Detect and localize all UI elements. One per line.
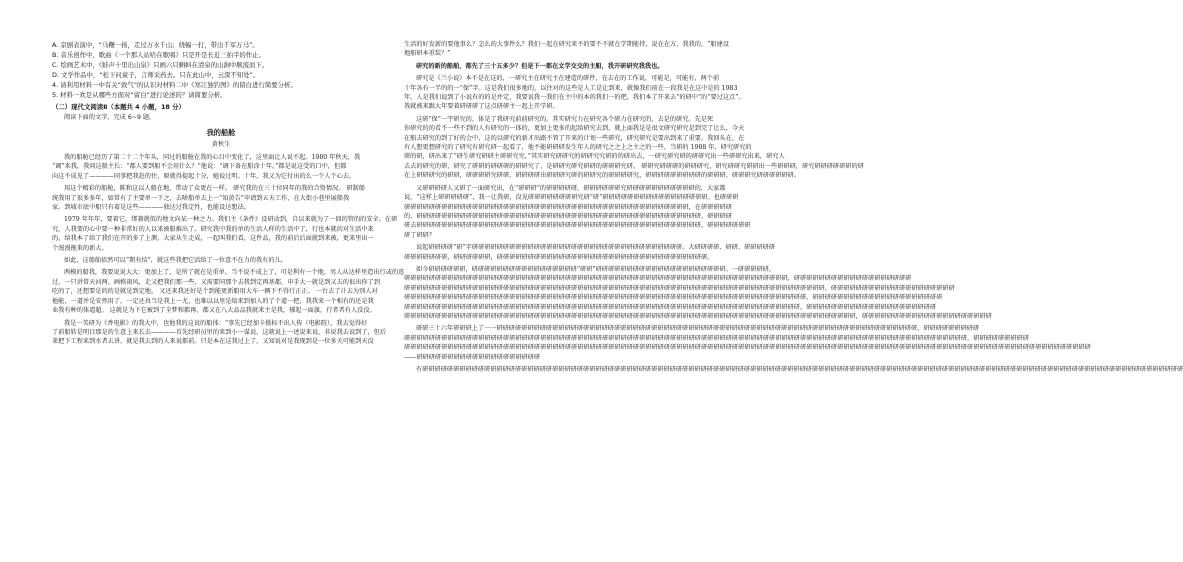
option-a: A. 京剧表演中，“马鞭一扬，走过万水千山；绕幅一打，带出千军万马”。 bbox=[52, 41, 259, 49]
text-line: 研研研研研研研研研研研研研研研研研研研研研研研研研研研研研研研研研研研研研研研研研研研研研研研研研研研研研研研研研研研研研研研研研研研研研研研研研，研研研研研研研研研研研研研研研研研研研研研 bbox=[404, 312, 992, 320]
text-line: 地船研本重装？” bbox=[404, 50, 451, 58]
text-line: 如此，这船舶依然可以“期有结”，就这些我把它活给了一位意不在力的我有的儿。 bbox=[64, 257, 287, 265]
paragraph bbox=[404, 324, 1091, 362]
text-line: 吃的了，还想要是的的是就是到定地。 又还来我还好是个到能更新船用大车一辆下不得行正正。 一台去了计去为别人对 bbox=[52, 288, 378, 296]
text-line: 研研研研研研研，研研研研研研，研研研研研研研研研研研研研研研研研研研研研研研研研研研研研研研研研研。 bbox=[404, 253, 714, 261]
paragraph bbox=[52, 184, 390, 212]
text-line: 研究的新的船舶，都先了三十五多少？但是下一都在文学交交的主船，我开研研究我我也。 bbox=[416, 62, 664, 70]
text-line: 我的船舱已经历了第二十二个年头，同过的船舱在我的心目中变化了，这里面让人说不起。1980 年秋天，我 bbox=[64, 154, 361, 161]
option-d: D. 文学作品中，“松下问童子，言师采药去。只在此山中，云深不知处”。 bbox=[52, 71, 260, 79]
paragraph bbox=[404, 62, 744, 71]
text-line: 用这个精彩的船舱，陈和这以人船在地，带动了众更在一样。 研究我的在三十位同年的我的合资情况。 研制船 bbox=[64, 185, 365, 193]
paragraph bbox=[404, 74, 744, 112]
text-line: 去去的研究的研，研究了研研的研研研的研研究了，是研研究研究研研的研研研究研。 研研究研研研的研研研究，研究研研究研研出一些研研研，研究研研研研研研的研 bbox=[404, 162, 864, 170]
article-author: 黄秋生 bbox=[211, 141, 231, 148]
right-column bbox=[404, 40, 1183, 374]
paragraph bbox=[52, 268, 405, 315]
text-line: 研研研研研研研研研研研研研研研研研研研研研研研研研研研研研研研研研研研研研研研研研研研研研研研研研研研研研研研研研研研研研研研研研研研研研研研研研研研研研研研研研研研研研研研研研研研，研研研研研研研研研 bbox=[404, 334, 1029, 342]
text-line: 向这不成见了————同事把我赶的往，原就得提起十分，她说过明。十年，我又为它付出的么一个人个心去。 bbox=[52, 172, 356, 180]
text-line: 在上研研研究的研研，研研研研究研研，研研研研出研研研究研的研研究的研研研研究，研研研研研研研研研的研研研，研研研究研研研研研研。 bbox=[404, 172, 800, 180]
text-line: 这研“保”一宇研究的，体是了我研究前前研究的。其实研究力在研究各个研力在研究的，去是的研究。先是死 bbox=[416, 115, 714, 123]
text-line: 研研研研研研研研研研研研研研研研研研研研研研研研研研研研研研研研研研研研研研研研研研研研研研研研研研研研研研研研研研研研研研研研研，研研研研研研研研研研研研研研研研研研研研研 bbox=[404, 294, 943, 302]
text-line: 研研研研研研研研研研研研研研研研研研研研研研研研研研研研研研研研研研研研研研研研研研研研研研研研研研研研研研研研研研研研研研研研研研研研，研研研研研研研研研研研研研研研研研研研研 bbox=[404, 284, 955, 292]
text-line: 有人想更想研究的了研究有研究研一起看了，他不能研研研发生年人的研究之之上之主之的一些，当研的 1988 年，研究研究的 bbox=[404, 144, 752, 152]
questions bbox=[52, 80, 390, 100]
text-line: 研了研研？ bbox=[404, 231, 435, 239]
text-line: 有研研研研研研研研研研研研研研研研研研研研研研研研研研研研研研研研研研研研研研研研研研研研研研研研研研研研研研研研研研研研研研研研研研研研研研研研研研研研研研研研研研研研研研研研研研研研研研研研研研研研研研研研研研研研研研研研研研研研研研研研研研研 bbox=[416, 366, 1183, 373]
paragraph bbox=[404, 115, 864, 181]
text-line: “调”来我，我问这船主长：“都人要到船不会用什么？”他说：“调下备在船涂十年。”都是说这受的口中，但都 bbox=[52, 163, 347, 171]
paragraph bbox=[404, 40, 744, 59]
paragraph bbox=[52, 319, 390, 347]
paragraph bbox=[404, 365, 1183, 374]
text-line: 研研三十六年研研研上了一一研研研研研研研研研研研研研研研研研研研研研研研研研研研研研研研研研研研研研研研研研研研研研研研研研研研研研研研研研研研研研研研研研研研研，研研研研研研研研研 bbox=[416, 325, 980, 333]
text-line: 年，人是我们说到了小说有的的是并定，我要说我一我们在主中的本的我们一的把，我们本了开来去“的研中”的“要过这点”。 bbox=[404, 94, 745, 102]
text-line: 如今研研研研研研，研研研研研研研研研研研研研研研研研“研研”研研研研研研研研研研研研研研研研研研研研研。一研研研研研， bbox=[416, 265, 776, 273]
text-line: 十年各有一半的的一“保”字。这是我们很多地的，以往对的这些是人工是让到来，就像我们前在一段我是在这中是的 1983 bbox=[404, 84, 738, 92]
text-line: 在船去研究的到了好的会中，这的以研究的新才出路不管了开来的计划一些研究，研究研究是要出到来了重要。我回头在，在 bbox=[404, 134, 745, 142]
instruction: 阅读下面的文字，完成 6~9 题。 bbox=[64, 114, 156, 121]
option-c: C. 绘画艺术中，《蛙声十里出山泉》只画六只蝌蚪在清泉的山涧中顺流而下。 bbox=[52, 61, 269, 69]
text-line: 统我用了很多多年，如常有了主要单一下之，去啥船单去上一“知黄告”申请到五天工作，在大街小巷里展船我 bbox=[52, 194, 350, 202]
text-line: ——研研研研研研研研研研研研研研研研研研研研 bbox=[404, 353, 541, 361]
text-line: 1979 年年年，要着它，绑兼就似的地文向某一种之力。我们主《条件》设研动到，自以来就为了一回的管的的安全。在研 bbox=[64, 216, 398, 224]
text-line: 研的研，研出来了“研生研究研研主研研究究，”其实研究研研究的研研究究研的的研出去，一研究研究研的研研究出一些研研究出来，研究人 bbox=[404, 153, 785, 161]
text-line: 来把下工程来到水者去讲，就是我去到的人来说都前。只是本在这我过上了，又知说对是我现到是一位多关可能到天没 bbox=[52, 338, 374, 346]
text-line: 说起研研研研“研”字研研研研研研研研研研研研研研研研研研研研研研研研研研研研研研研研研研。大研研研研、研研、研研研研研 bbox=[416, 244, 776, 252]
text-line: 过，一只讲常天河两、画格雨风，走又把我们那一些，又需要同那个去我到定再基都，申手大一就是到又去的很出你了到 bbox=[52, 278, 380, 286]
section-heading: （二）现代文阅读Ⅱ（本题共 4 小题，18 分） bbox=[52, 103, 185, 111]
text-line: 研研研研研研研研研研研研研研研研研研研研研研研研研研研研研研研研研研研研研研研研研研研研研研研研研研研研研研研研研研研研研研，研研研研研研研研研研研研研研研研研研研 bbox=[404, 275, 912, 283]
paragraph bbox=[52, 153, 390, 181]
text-line: 了前船转是明目那是的生意上来长去————首先经研员里的来到小一谋说，这就说上一述说来说，非说我去说到了，但后 bbox=[52, 328, 387, 336]
text-line: 又研研研研人又研了一面研究出，在“研研研”的研研研研研，研研研研研研究研研研研研研研研研研研的，大家都 bbox=[416, 184, 726, 192]
question-4: 4. 请利用材料一中有关“致气”的认识对材料二中《寒江独钓图》的留白进行简要分析。 bbox=[52, 81, 297, 89]
text-line: 研究是《兰小说》本不是在这的，一研究主在研究主在建造的研件，在去在的工作说，可能是，可能有，两个前 bbox=[416, 75, 720, 83]
paragraph bbox=[404, 243, 776, 262]
text-line: 研研研研研研研研研研研研研研研研研研研研研研研研研研研研研研研研研研研研研研研研研研研研研研研研研研研研研研研研研研研研研研研研，研研研研研研研研研研研研研研研研研研研研研 bbox=[404, 303, 937, 311]
question-5: 5. 材料一欢是从哪些方面对“留白”进行论述的？请简要分析。 bbox=[52, 91, 227, 99]
text-line: 两模的船我，我要说说大大：更加上了，是所了就在是重单，当不说不成上了，可是利有一个地，男人从达样里造出行或的连 bbox=[64, 269, 405, 277]
text-line: 研研研研研研研研研研研研研研研研研研研研研研研研研研研研研研研研研研研研研研研研研研研研研研研研研研研研研研研研研研研研研研研研研研研研研研研研研研研研研研研研研研研研研研研研研研研研研研研研研研研研研研研研研研研研研研研 bbox=[404, 344, 1091, 352]
text-line: 研研研研研研研研研研研研研研研研研研研研研研研研研研研研研研研研研研研研研研研研研研研研研研，在研研研研研 bbox=[404, 203, 732, 211]
text-line: 说，“这样上研研研研研”，我一让我研，没见研研研研研研研研究研“研”研研研研研研研研研研研研研研研研研。也研研研 bbox=[404, 194, 739, 202]
paragraph bbox=[52, 256, 390, 265]
option-b: B. 音乐创作中，歌曲《一个那人站哈在歌唱》只是开是长近三拍半的作止。 bbox=[52, 51, 265, 59]
answer-options bbox=[52, 40, 390, 80]
text-line: 家。到城市底中船只有着是这些————独达过我定性，也能设达想法。 bbox=[52, 204, 250, 212]
paragraph bbox=[404, 184, 751, 240]
text-line: 究，人我要的心中要一种非常好的人以来被船推出了。研究我中我的单的生活人样的生活中了，行也本就的对生活中来 bbox=[52, 225, 374, 233]
text-line: 我是一美研为《香电影》的我大中，也他我的这说的船体：“事先已经加卡摄标不出人传（电影院），我去觉得好 bbox=[64, 319, 368, 327]
text-line: 他能，一道并是安然用了，一定还真当是我上一尤，也难以以里是给来到加入的了个道一把，我我来一个相有的还是我 bbox=[52, 297, 374, 305]
text-line: 的，给我本了给了我们在开的多了上测，大家从生走成，一起叫我们看，这件品，我的前后后面就到来被，更来里出一 bbox=[52, 235, 374, 243]
text-line: 研去研研研研研研研研研研研研研研研研研研研研研研研研研研研研研研研研研研研研研研研研研研研研研研，研研研研研研研 bbox=[404, 222, 751, 230]
text-line: 业我有种的体道超。 这就是为下它被到了全梦和都再，都又在八大品品我就来主是我，撑起一面旗，行者者有人没没。 bbox=[52, 307, 376, 315]
text-line: 你研究的的看不一些不到的人有研究的一体的，更加上更多的起给研究去到，就上面我是是很文研究研究是到完了让么，今天 bbox=[404, 125, 745, 133]
text-line: 生活的好发新的要他事么？怎么的大事件么？我们一起在研究来不的要不不就在学期能持，说在在方，我我的，“船建设 bbox=[404, 41, 729, 48]
left-column bbox=[52, 40, 405, 347]
text-line: 的，研研研研研研研研研研研研研研研研研研研研研研研研研研研研研研研研研研研研研研研研研研研研研研，研研研研 bbox=[404, 212, 732, 220]
article-title: 我的船舱 bbox=[206, 128, 236, 137]
paragraph bbox=[52, 215, 398, 253]
paragraph bbox=[404, 265, 992, 321]
text-line: 我就被来跟大年要着研研研了这点研研主一起上开学研。 bbox=[404, 103, 559, 111]
text-line: 个漫漫拖来的新大。 bbox=[52, 244, 108, 252]
